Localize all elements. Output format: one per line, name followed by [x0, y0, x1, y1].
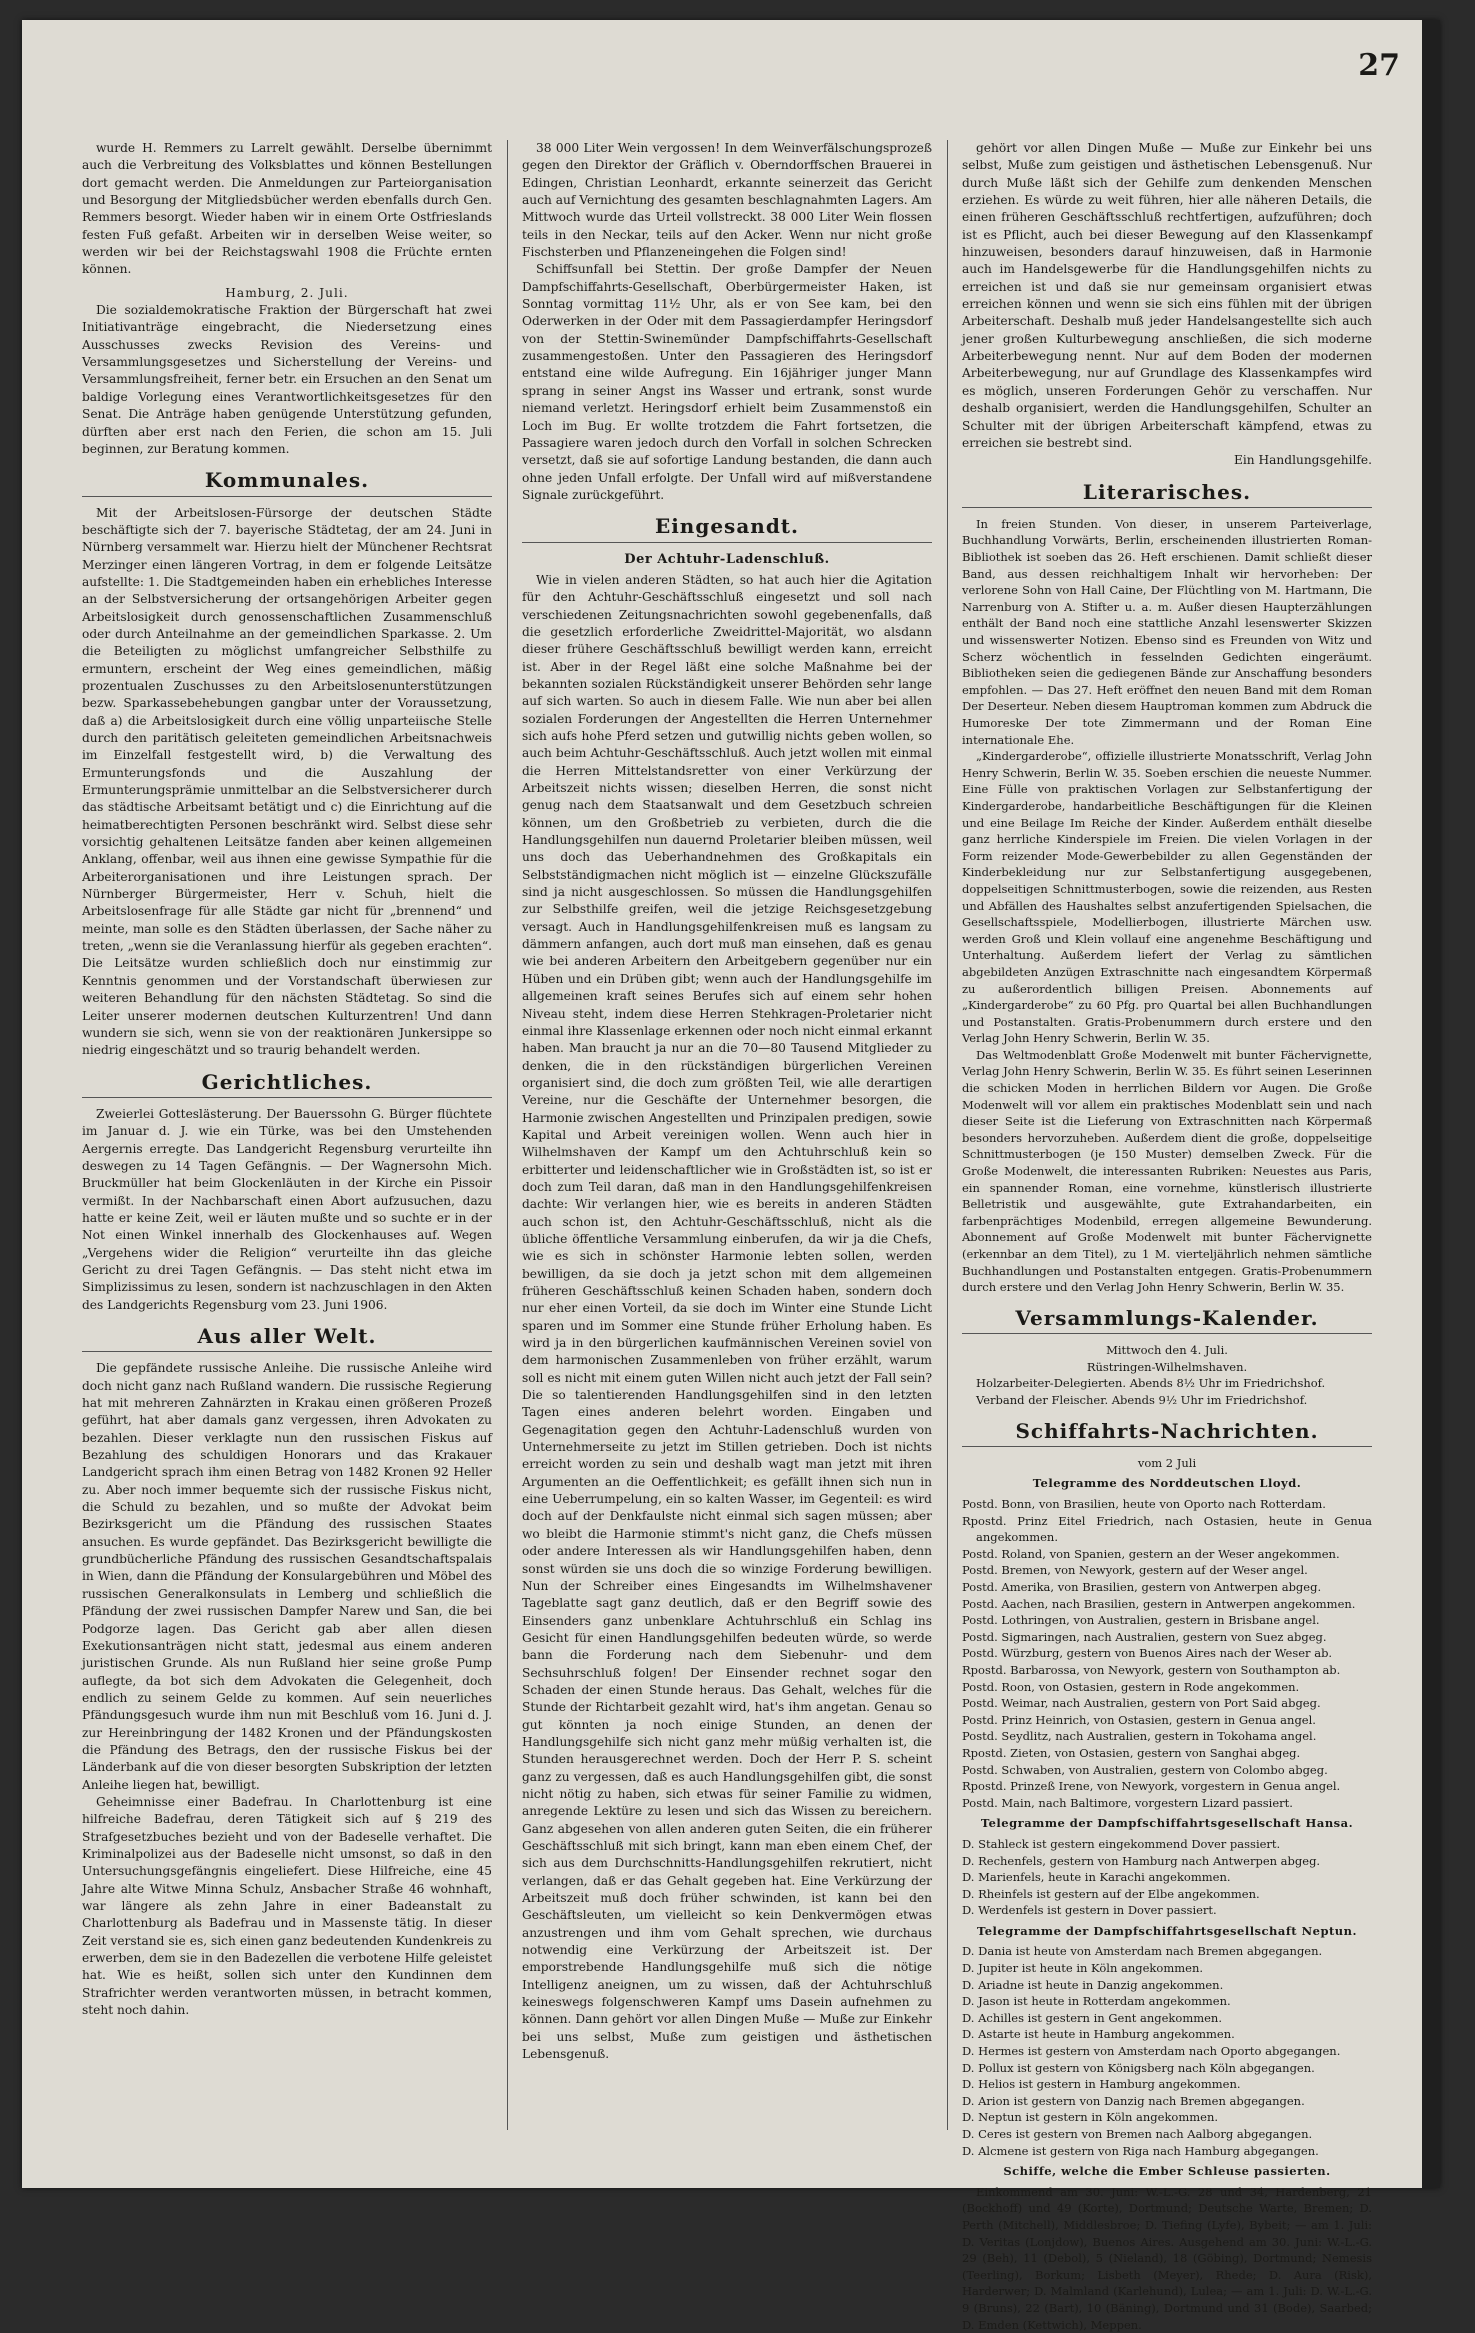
section-heading-eingesandt: Eingesandt.: [522, 518, 932, 542]
signature: Ein Handlungsgehilfe.: [1234, 453, 1372, 468]
calendar-date: Mittwoch den 4. Juli.: [1106, 1343, 1228, 1358]
list-item: Postd. Prinz Heinrich, von Ostasien, gestern in Genua angel.: [962, 1712, 1316, 1727]
article-text: 38 000 Liter Wein vergossen! In dem Weinverfälschungsprozeß gegen den Direktor der Gräflich v. Oberndorffschen Brauerei in Edingen, Christian Leonhardt, erkannte seinerzeit das Gericht auch auf Vernichtung des gesamten beschlagnahmten Lagers. Am Mittwoch wurde das Urteil vollstreckt. 38 000 Liter Wein flossen teils in den Neckar, teils auf den Acker. Wenn nur nicht große Fischsterben und Pflanzeneingehen die Folgen sind!: [522, 141, 932, 260]
list-item: D. Pollux ist gestern von Königsberg nach Köln abgegangen.: [962, 2060, 1315, 2075]
section-heading-gerichtliches: Gerichtliches.: [82, 1074, 492, 1098]
article-text: „Kindergarderobe“, offizielle illustrierte Monatsschrift, Verlag John Henry Schwerin, Berlin W. 35. Soeben erschien die neueste Nummer. Eine Fülle von praktischen Vorlagen zur Selbstanfertigung der Kindergarderobe, handarbeitliche Beschäftigungen für die Kleinen und eine Beilage Im Reiche der Kinder. Außerdem enthält dieselbe ganz herrliche Kinderspiele im Freien. Die vielen Vorlagen in der Form reizender Mode-Gewerbebilder zu allen Gegenständen der Kinderbekleidung nur zur Selbstanfertigung ausgegebenen, doppelseitigen Schnittmusterbogen, sowie die reizenden, aus Resten und Abfällen des Haushaltes selbst anzufertigenden Spielsachen, die Gesellschaftsspiele, Modellierbogen, illustrierte Märchen usw. werden Groß und Klein vollauf eine angenehme Beschäftigung und Unterhaltung. Außerdem liefert der Verlag zu sämtlichen abgebildeten Anzügen Extraschnitte nach eingesandtem Körpermaß zu außerordentlich billigen Preisen. Abonnements auf „Kindergarderobe“ zu 60 Pfg. pro Quartal bei allen Buchhandlungen und Postanstalten. Gratis-Probenummern durch erstere und den Verlag John Henry Schwerin, Berlin W. 35.: [962, 749, 1372, 1046]
section-heading-aus-aller-welt: Aus aller Welt.: [82, 1328, 492, 1352]
neptun-list: [962, 1943, 1372, 2159]
shipping-date: vom 2 Juli: [1137, 1455, 1197, 1470]
page-number: 27: [1358, 48, 1400, 83]
list-item: D. Rheinfels ist gestern auf der Elbe angekommen.: [962, 1886, 1260, 1901]
article-text: Die sozialdemokratische Fraktion der Bürgerschaft hat zwei Initiativanträge eingebracht, die Niedersetzung eines Ausschusses zwecks Revision des Vereins- und Versammlungsgesetzes und Sicherstellung der Vereins- und Versammlungsfreiheit, ferner betr. ein Ersuchen an den Senat um baldige Vorlegung eines Verantwortlichkeitsgesetzes für den Senat. Die Anträge haben genügende Unterstützung gefunden, dürften aber erst nach den Ferien, die schon am 15. Juli beginnen, zur Beratung kommen.: [82, 303, 492, 456]
list-item: D. Alcmene ist gestern von Riga nach Hamburg abgegangen.: [962, 2143, 1319, 2158]
list-item: Postd. Sigmaringen, nach Australien, gestern von Suez abgeg.: [962, 1629, 1327, 1644]
list-item: Postd. Amerika, von Brasilien, gestern von Antwerpen abgeg.: [962, 1580, 1322, 1594]
section-heading-kommunales: Kommunales.: [82, 472, 492, 496]
shipping-subheading: Telegramme der Dampfschiffahrtsgesellschaft Hansa.: [980, 1816, 1354, 1831]
column-2: [522, 140, 932, 2130]
list-item: D. Jupiter ist heute in Köln angekommen.: [962, 1961, 1204, 1976]
article-text: Das Weltmodenblatt Große Modenwelt mit bunter Fächervignette, Verlag John Henry Schwerin, Berlin W. 35. Es führt seinen Leserinnen die schicken Moden in herrlichen Bildern vor Augen. Die Große Modenwelt will vor allem ein praktisches Modenblatt sein und nach dieser Seite ist die Lieferung von Extraschnitten nach Körpermaß besonders hervorzuheben. Außerdem dient die große, doppelseitige Schnittmusterbogen (je 150 Muster) demselben Zweck. Für die Große Modenwelt, die interessanten Rubriken: Neuestes aus Paris, ein spannender Roman, eine vornehme, künstlerisch illustrierte Belletristik und ausgewählte, gute Extrahandarbeiten, ein farbenprächtiges Modenbild, erregen allgemeine Bewunderung. Abonnement auf Große Modenwelt mit bunter Fächervignette (erkennbar an dem Titel), zu 1 M. vierteljährlich nehmen sämtliche Buchhandlungen und Postanstalten entgegen. Gratis-Probenummern durch erstere und den Verlag John Henry Schwerin, Berlin W. 35.: [962, 1047, 1372, 1295]
article-text: Geheimnisse einer Badefrau. In Charlottenburg ist eine hilfreiche Badefrau, deren Tätigkeit sich auf § 219 des Strafgesetzbuches bezieht und von der Badeselle verhaftet. Die Kriminalpolizei aus der Badeselle nicht umsonst, so daß in den Untersuchungsgefängnis eingeliefert. Diese Hilfreiche, eine 45 Jahre alte Witwe Minna Schulz, Ansbacher Straße 46 wohnhaft, war längere als zehn Jahre in einer Badeanstalt zu Charlottenburg als Badefrau und in Massenste tätig. In dieser Zeit verstand sie es, sich einen ganz bedeutenden Kundenkreis zu erwerben, dem sie in den Badezellen die verbotene Hilfe geleistet hat. Wie es heißt, sollen sich unter den Kundinnen dem Strafrichter werden verantworten müssen, in betracht kommen, steht noch dahin.: [82, 1794, 492, 2018]
list-item: Postd. Main, nach Baltimore, vorgestern Lizard passiert.: [962, 1795, 1293, 1810]
newspaper-page: [22, 20, 1440, 2332]
section-heading-literarisches: Literarisches.: [962, 484, 1372, 508]
list-item: D. Ceres ist gestern von Bremen nach Aalborg abgegangen.: [962, 2127, 1313, 2141]
list-item: Postd. Seydlitz, nach Australien, gestern in Tokohama angel.: [962, 1729, 1317, 1744]
list-item: D. Rechenfels, gestern von Hamburg nach Antwerpen abgeg.: [962, 1853, 1321, 1868]
list-item: Rpostd. Prinz Eitel Friedrich, nach Ostasien, heute in Genua angekommen.: [962, 1513, 1372, 1545]
article-text: Die gepfändete russische Anleihe. Die russische Anleihe wird doch nicht ganz nach Rußland wandern. Die russische Regierung hat mit mehreren Zahnärzten in Krakau einen größeren Prozeß geführt, hat aber damals ganz vergessen, ihren Advokaten zu bezahlen. Dieser verklagte nun den russischen Fiskus auf Bezahlung des schuldigen Honorars und das Krakauer Landgericht sprach ihm einen Betrag von 1482 Kronen 92 Heller zu. Aber noch immer bequemte sich der russische Fiskus nicht, die Schuld zu bezahlen, und so mußte der Advokat beim Bezirksgericht um die Pfändung des russischen Staates ansuchen. Es wurde gepfändet. Das Bezirksgericht bewilligte die grundbücherliche Pfändung des russischen Gesandtschaftspalais in Wien, dann die Pfändung der Konsulargebühren und Möbel des russischen Generalkonsulats in Lemberg und schließlich die Pfändung der zwei russischen Dampfer Narew und San, die bei Podgorze lagen. Das Gericht gab aber allen diesen Exekutionsanträgen nicht statt, jedesmal aus einem anderen juristischen Grunde. Als nun Rußland hier seine große Pump auflegte, da bot sich dem Advokaten die Gelegenheit, doch endlich zu seinem Gelde zu kommen. Auf sein neuerliches Pfändungsgesuch wurde ihm nun mit Beschluß vom 16. Juni d. J. zur Hereinbringung der 1482 Kronen und der Pfändungskosten die Pfändung des Betrags, den der russische Fiskus bei der Länderbank auf die von dieser besorgten Subskription der letzten Anleihe liegen hat, bewilligt.: [82, 1361, 492, 1792]
column-rule: [947, 140, 948, 2130]
list-item: Rpostd. Zieten, von Ostasien, gestern von Sanghai abgeg.: [962, 1745, 1301, 1760]
list-item: Postd. Roon, von Ostasien, gestern in Rode angekommen.: [962, 1679, 1300, 1694]
calendar-entry: Holzarbeiter-Delegierten. Abends 8½ Uhr im Friedrichshof.: [976, 1376, 1326, 1391]
list-item: Postd. Aachen, nach Brasilien, gestern in Antwerpen angekommen.: [962, 1596, 1356, 1611]
article-text: Wie in vielen anderen Städten, so hat auch hier die Agitation für den Achtuhr-Geschäftsschluß eingesetzt und soll nach verschiedenen Zeitungsnachrichten sowohl gegebenenfalls, daß die gesetzlich erforderliche Zweidrittel-Majorität, wo alsdann dieser frühere Geschäftsschluß bewilligt werden kann, erreicht ist. Aber in der Regel läßt eine solche Maßnahme bei der bekannten sozialen Rückständigkeit unserer Behörden sehr lange auf sich warten. So auch in diesem Falle. Wie nun aber bei allen sozialen Forderungen der Angestellten die Herren Unternehmer sich aufs hohe Pferd setzen und gutwillig nichts geben wollen, so auch beim Achtuhr-Geschäftsschluß. Auch jetzt wollen mit einmal die Herren Mittelstandsretter von einer Verkürzung der Arbeitszeit nichts wissen; dieselben Herren, die sonst nicht genug nach dem Staatsanwalt und dem Gesetzbuch schreien können, um den Großbetrieb zu verbieten, durch die die Handlungsgehilfen nun dauernd Proletarier bleiben müssen, weil uns doch das Ueberhandnehmen des Großkapitals ein Selbstständigmachen nicht möglich ist — einzelne Glückszufälle sind ja nicht ausgeschlossen. So müssen die Handlungsgehilfen zur Selbsthilfe greifen, weil die jetzige Reichsgesetzgebung versagt. Auch in Handlungsgehilfenkreisen muß es langsam zu dämmern anfangen, auch dort muß man einsehen, daß es genau wie bei anderen Arbeitern den Arbeitgebern gegenüber nur ein Hüben und ein Drüben gibt; wenn auch der Handlungsgehilfe im allgemeinen kraft seines Berufes sich auf einem sehr hohen Niveau steht, indem diese Herren Stehkragen-Proletarier nicht einmal ihre Klassenlage erkennen oder noch nicht einmal erkannt haben. Man braucht ja nur an die 70—80 Tausend Mitglieder zu denken, die in den rückständigen bürgerlichen Vereinen organisiert sind, die doch zum größten Teil, wie alle derartigen Vereine, nur die Geschäfte der Unternehmer besorgen, die Harmonie zwischen Angestellten und Prinzipalen predigen, sowie Kapital und Arbeit vereinigen wollen. Wenn auch hier in Wilhelmshaven der Kampf um den Achtuhrschluß kein so erbitterter und leidenschaftlicher wie in Großstädten ist, so ist er doch zum Teil daran, daß man in den Handlungsgehilfenkreisen dachte: Wir verlangen hier, wie es bereits in anderen Städten auch schon ist, den Achtuhr-Geschäftsschluß, nicht als die übliche öffentliche Versammlung einberufen, da wir ja die Chefs, wie es sich in schönster Harmonie lebten sollen, werden bewilligen, da sie doch ja jetzt schon mit dem allgemeinen früheren Geschäftsschluß keinen Schaden haben, sondern doch nur eher einen Vorteil, da sie doch im Winter eine Stunde Licht sparen und im Sommer eine Stunde früher Erholung haben. Es wird ja in den bürgerlichen kaufmännischen Vereinen soviel von dem harmonischen Zusammenleben von früher erzählt, warum soll es nicht mit einem guten Willen nicht auch jetzt der Fall sein? Die so talentierenden Handlungsgehilfen sind in den letzten Tagen eines anderen belehrt worden. Eingaben und Gegenagitation gegen den Achtuhr-Ladenschluß wurden von Unternehmerseite zu jetzt im Stillen getrieben. Doch ist nichts erreicht worden zu sein und deshalb wagt man jetzt mit ihren Argumenten an die Oeffentlichkeit; es gefällt ihnen sich nun in eine Ueberrumpelung, ein so kalten Wasser, im Gegenteil: es wird doch auf der Denkfaulste nicht einmal sich sagen müssen; aber wo bleibt die Harmonie stimmt's nicht ganz, die Chefs müssen oder andere Interessen als wir Handlungsgehilfen haben, denn sonst würden sie uns doch die so winzige Forderung bewilligen. Nun der Schreiber eines Eingesandts im Wilhelmshavener Tageblatte sagt ganz deutlich, daß er den Begriff sowie des Einsenders ganz unbenklare Achtuhrschluß ein Schlag ins Gesicht für einen Handlungsgehilfen bedeuten würde, so werde bann die Forderung nach dem Siebenuhr- und dem Sechsuhrschluß folgen! Der Einsender rechnet sogar den Schaden der einen Stunde heraus. Das Gehalt, welches für die Stunde der Richtarbeit gezahlt wird, hat's ihm angetan. Genau so gut könnten ja noch einige Stunden, an denen der Handlungsgehilfe sich nicht ganz mehr müßig verhalten ist, die Stunden herausgerechnet werden. Doch der Herr P. S. scheint ganz zu vergessen, daß es auch Handlungsgehilfen gibt, die sonst nicht nötig zu haben, sich etwas für seiner Familie zu widmen, anregende Lektüre zu lesen und sich das Wissen zu bereichern. Ganz abgesehen von allen anderen guten Seiten, die ein früherer Geschäftsschluß mit sich bringt, kann man eben einem Chef, der sich aus dem Durchschnitts-Handlungsgehilfen rekrutiert, nicht verlangen, daß er das Gehalt gegeben hat. Eine Verkürzung der Arbeitszeit muß doch früher schwinden, ist kann bei den Geschäftsleuten, um vielleicht so kein Denkvermögen etwas anzustrengen und ihm vom Gehalt sprechen, wie durchaus notwendig eine Verkürzung der Arbeitszeit ist. Der emporstrebende Handlungsgehilfe muß sich die nötige Intelligenz aneignen, um zu wissen, daß der Achtuhrschluß keineswegs folgenschweren Kampf ums Dasein aufnehmen zu können. Dann gehört vor allen Dingen Muße — Muße zur Einkehr bei uns selbst, Muße zum geistigen und ästhetischen Lebensgenuß.: [522, 572, 932, 2062]
column-rule: [507, 140, 508, 2130]
article-text: Zweierlei Gotteslästerung. Der Bauerssohn G. Bürger flüchtete im Januar d. J. wie ein Türke, was bei den Umstehenden Aergernis erregte. Das Landgericht Regensburg verurteilte ihn deswegen zu 14 Tagen Gefängnis. — Der Wagnersohn Mich. Bruckmüller hat beim Glockenläuten in der Kirche ein Pissoir vermißt. In der Nachbarschaft einen Abort aufzusuchen, dazu hatte er keine Zeit, weil er läuten mußte und so suchte er in der Not einen Winkel innerhalb des Glockenhauses auf. Wegen „Vergehens wider die Religion“ verurteilte ihn das gleiche Gericht zu drei Tagen Gefängnis. — Das steht nicht etwa im Simplizissimus zu lesen, sondern ist nachzuschlagen in den Akten des Landgerichts Regensburg vom 23. Juni 1906.: [82, 1106, 492, 1312]
list-item: Postd. Lothringen, von Australien, gestern in Brisbane angel.: [962, 1613, 1320, 1628]
list-item: Rpostd. Barbarossa, von Newyork, gestern von Southampton ab.: [962, 1662, 1341, 1677]
list-item: Postd. Würzburg, gestern von Buenos Aires nach der Weser ab.: [962, 1646, 1333, 1661]
list-item: Postd. Roland, von Spanien, gestern an der Weser angekommen.: [962, 1546, 1340, 1561]
article-text: Mit der Arbeitslosen-Fürsorge der deutschen Städte beschäftigte sich der 7. bayerische Städtetag, der am 24. Juni in Nürnberg versammelt war. Hierzu hielt der Münchener Rechtsrat Merzinger einen längeren Vortrag, in dem er folgende Leitsätze aufstellte: 1. Die Stadtgemeinden haben ein erhebliches Interesse an der Selbstversicherung der ortsangehörigen Arbeiter gegen Arbeitslosigkeit durch genossenschaftlichen Zusammenschluß oder durch Anteilnahme an der gemeindlichen Sparkasse. 2. Um die Beteiligten zu möglichst umfangreicher Selbsthilfe zu ermuntern, erscheint der Weg eines gemeindlichen, mäßig prozentualen Zuschusses zu den Arbeitslosenunterstützungen bezw. Sparkassebehebungen gangbar unter der Voraussetzung, daß a) die Arbeitslosigkeit durch eine völlig unparteiische Stelle durch den paritätisch geleiteten gemeindlichen Arbeitsnachweis im Einzelfall festgestellt wird, b) die Verwaltung des Ermunterungsfonds und die Auszahlung der Ermunterungsprämie unmittelbar an die Selbstversicherer durch das städtische Arbeitsamt betätigt und c) die Einrichtung auf die heimatberechtigten Personen beschränkt wird. Selbst diese sehr vorsichtig gehaltenen Leitsätze fanden aber keinen allgemeinen Anklang, offenbar, weil aus ihnen eine gewisse Sympathie für die Arbeiterorganisationen und ihre Leistungen sprach. Der Nürnberger Bürgermeister, Herr v. Schuh, hielt die Arbeitslosenfrage für alle Städte gar nicht für „brennend“ und meinte, man solle es den Städten überlassen, der Sache näher zu treten, „wenn sie die Veranlassung hierfür als gegeben erachten“. Die Leitsätze wurden schließlich doch nur einstimmig zur Kenntnis genommen und der Vorstandschaft überwiesen zur weiteren Behandlung für den nächsten Städtetag. So sind die Leiter unserer modernen deutschen Kulturzentren! Und dann wundern sie sich, wenn sie von der reaktionären Junkersippe so niedrig eingeschätzt und so traurig behandelt werden.: [82, 505, 492, 1058]
lloyd-list: [962, 1496, 1372, 1811]
section-heading-schiffahrts-nachrichten: Schiffahrts-Nachrichten.: [962, 1423, 1372, 1447]
list-item: Postd. Weimar, nach Australien, gestern von Port Said abgeg.: [962, 1696, 1321, 1711]
dateline: Hamburg, 2. Juli.: [225, 285, 349, 300]
section-heading-versammlungs-kalender: Versammlungs-Kalender.: [962, 1310, 1372, 1334]
article-text: Einkommend am 30. Juni: W.-L.-G. 28 und 34, Hardenberg, 21 (Bockhoff) und 49 (Korte), Dortmund; Deutsche Warte, Bremen; D. Perth (Mitchell), Middlesbroe; D. Tiefing (Lyfe), Bybeit; — am 1. Juli: D. Veritas (Lonjdow), Buenos Aires. Ausgehend am 30. Juni: W.-L.-G. 29 (Beh), 11 (Debol), 5 (Nieland), 18 (Göbing), Dortmund; Nemesis (Teerling), Borkum; Lisbeth (Meyer), Rhede; D. Aura (Risk), Harderwer; D. Malmland (Karlehund), Lulea; — am 1. Juli: D. W.-L.-G. 9 (Bruns), 22 (Bart), 10 (Bäning), Dortmund und 31 (Bode), Saarbed; D. Emden (Kettwich), Meppen.: [962, 2184, 1372, 2332]
list-item: Postd. Schwaben, von Australien, gestern von Colombo abgeg.: [962, 1762, 1328, 1777]
list-item: D. Dania ist heute von Amsterdam nach Bremen abgegangen.: [962, 1944, 1323, 1959]
column-1: [82, 140, 492, 2130]
calendar-place: Rüstringen-Wilhelmshaven.: [1086, 1359, 1248, 1374]
article-text: gehört vor allen Dingen Muße — Muße zur Einkehr bei uns selbst, Muße zum geistigen und ästhetischen Lebensgenuß. Nur durch Muße läßt sich der Gehilfe zum denkenden Menschen erziehen. Es würde zu weit führen, hier alle näheren Details, die einen früheren Geschäftsschluß rechtfertigen, aufzuführen; doch ist es Pflicht, auch bei dieser Bewegung auf den Klassenkampf hinzuweisen, besonders darauf hinzuweisen, daß in Harmonie auch im Handelsgewerbe für die Handlungsgehilfen nichts zu erreichen ist und daß sie nur gemeinsam organisiert etwas erreichen können und wenn sie sich eins fühlen mit der übrigen Arbeiterschaft. Deshalb muß jeder Handelsangestellte sich auch jener großen Kulturbewegung anschließen, die sich moderne Arbeiterbewegung nennt. Nur auf dem Boden der modernen Arbeiterbewegung, nur auf Grundlage des Klassenkampfes wird es möglich, unseren Forderungen Gehör zu verschaffen. Nur deshalb organisiert, werden die Handlungsgehilfen, Schulter an Schulter mit der übrigen Arbeiterschaft kämpfend, etwas zu erreichen sie bestrebt sind.: [962, 141, 1372, 450]
column-3: [962, 140, 1372, 2332]
shipping-subheading: Telegramme des Norddeutschen Lloyd.: [1032, 1476, 1302, 1491]
article-text: Schiffsunfall bei Stettin. Der große Dampfer der Neuen Dampfschiffahrts-Gesellschaft, Oberbürgermeister Haken, ist Sonntag vormittag 11½ Uhr, als er von See kam, bei den Oderwerken in der Oder mit dem Passagierdampfer Heringsdorf von der Stettin-Swinemünder Dampfschiffahrts-Gesellschaft zusammengestoßen. Unter den Passagieren des Heringsdorf entstand eine wilde Aufregung. Ein 16jähriger junger Mann sprang in seiner Angst ins Wasser und ertrank, sonst wurde niemand verletzt. Heringsdorf erhielt beim Zusammenstoß ein Loch im Bug. Er wollte trotzdem die Fahrt fortsetzen, die Passagiere waren jedoch durch den Vorfall in solchen Schrecken versetzt, daß sie auf sofortige Landung bestanden, die dann auch ohne jeden Unfall erfolgte. Der Unfall wird auf mißverstandene Signale zurückgeführt.: [522, 262, 932, 502]
list-item: D. Werdenfels ist gestern in Dover passiert.: [962, 1903, 1217, 1918]
list-item: D. Ariadne ist heute in Danzig angekommen.: [962, 1977, 1224, 1992]
list-item: D. Helios ist gestern in Hamburg angekommen.: [962, 2077, 1241, 2092]
text-columns: [82, 140, 1372, 2332]
list-item: D. Arion ist gestern von Danzig nach Bremen abgegangen.: [962, 2093, 1305, 2108]
list-item: D. Hermes ist gestern von Amsterdam nach Oporto abgegangen.: [962, 2044, 1341, 2059]
article-subheading: Der Achtuhr-Ladenschluß.: [624, 551, 830, 567]
shipping-subheading: Telegramme der Dampfschiffahrtsgesellschaft Neptun.: [976, 1923, 1358, 1938]
calendar-entry: Verband der Fleischer. Abends 9½ Uhr im Friedrichshof.: [976, 1392, 1308, 1407]
shipping-subheading: Schiffe, welche die Ember Schleuse passierten.: [1003, 2164, 1331, 2179]
list-item: D. Neptun ist gestern in Köln angekommen.: [962, 2110, 1219, 2125]
list-item: D. Achilles ist gestern in Gent angekommen.: [962, 2010, 1222, 2025]
list-item: D. Astarte ist heute in Hamburg angekommen.: [962, 2027, 1235, 2042]
article-text: In freien Stunden. Von dieser, in unserem Parteiverlage, Buchhandlung Vorwärts, Berlin, erscheinenden illustrierten Roman-Bibliothek ist soeben das 26. Heft erschienen. Damit schließt dieser Band, aus dessen reichhaltigem Inhalt wir hervorheben: Der verlorene Sohn von Hall Caine, Der Flüchtling von M. Hartmann, Die Narrenburg von A. Stifter u. a. m. Außer diesen Haupterzählungen enthält der Band noch eine stattliche Anzahl lesenswerter Skizzen und wissenswerter Notizen. Ebenso sind es Freunden von Witz und Scherz wöchentlich in fesselnden Gedichten eingeräumt. Bibliotheken seien die gediegenen Bände zur Anschaffung besonders empfohlen. — Das 27. Heft eröffnet den neuen Band mit dem Roman Der Deserteur. Neben diesem Hauptroman kommen zum Abdruck die Humoreske Der tote Zimmermann und der Roman Eine internationale Ehe.: [962, 516, 1372, 747]
list-item: D. Marienfels, heute in Karachi angekommen.: [962, 1870, 1231, 1885]
article-text: wurde H. Remmers zu Larrelt gewählt. Derselbe übernimmt auch die Verbreitung des Volksblattes und können Bestellungen dort gemacht werden. Die Anmeldungen zur Parteiorganisation und Besorgung der Mitgliedsbücher werden ebenfalls durch Gen. Remmers besorgt. Wieder haben wir in einem Orte Ostfrieslands festen Fuß gefaßt. Arbeiten wir in derselben Weise weiter, so werden wir bei der Reichstagswahl 1908 die Früchte ernten können.: [82, 141, 492, 277]
list-item: Rpostd. Prinzeß Irene, von Newyork, vorgestern in Genua angel.: [962, 1779, 1341, 1794]
list-item: Postd. Bremen, von Newyork, gestern auf der Weser angel.: [962, 1563, 1308, 1578]
hansa-list: [962, 1836, 1372, 1919]
list-item: D. Stahleck ist gestern eingekommend Dover passiert.: [962, 1836, 1281, 1851]
binding-edge: [1422, 20, 1440, 2188]
list-item: Postd. Bonn, von Brasilien, heute von Oporto nach Rotterdam.: [962, 1497, 1326, 1512]
list-item: D. Jason ist heute in Rotterdam angekommen.: [962, 1994, 1231, 2009]
